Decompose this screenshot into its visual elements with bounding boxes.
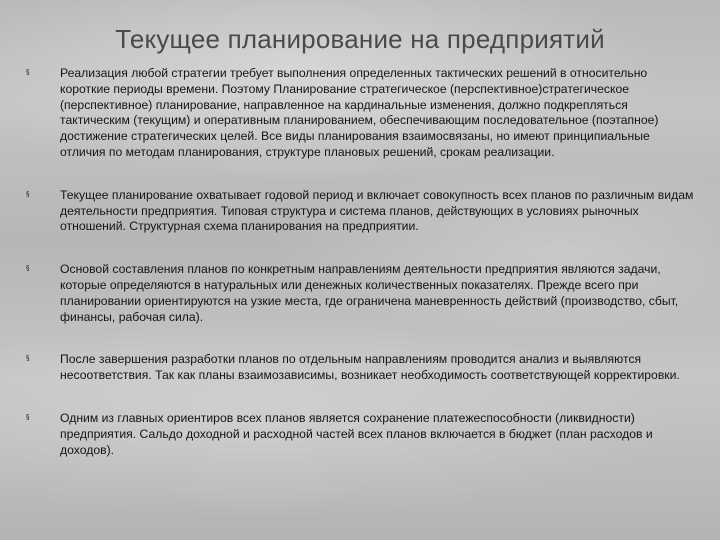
bullet-item	[26, 188, 696, 235]
bullet-marker-icon: §	[26, 412, 30, 421]
bullet-item	[26, 66, 696, 161]
bullet-text: Основой составления планов по конкретным направлениям деятельности предприятия являются задачи, которые определяются в натуральных или денежных количественных показателях. Прежде всего при планировании ориентируются на узкие места, где ограничена маневренность действий (производство, сбыт, финансы, рабочая сила).	[60, 262, 679, 324]
bullet-item	[26, 262, 696, 325]
bullet-text: Текущее планирование охватывает годовой период и включает совокупность всех планов по различным видам деятельности предприятия. Типовая структура и система планов, действующих в условиях рыночных отношений. Структурная схема планирования на предприятии.	[60, 187, 694, 234]
bullet-marker-icon: §	[26, 68, 30, 76]
bullet-list	[26, 66, 696, 458]
slide-title: Текущее планирование на предприятий	[115, 24, 605, 54]
bullet-item	[26, 352, 696, 384]
bullet-marker-icon: §	[26, 354, 30, 363]
bullet-text: Реализация любой стратегии требует выполнения определенных тактических решений в относительно короткие периоды времени. Поэтому Планирование стратегическое (перспективное)стратегическое (перспективное) планирование, направленное на кардинальные изменения, должно подкрепляться тактическим (текущим) и оперативным планированием, обеспечивающим последовательное (поэтапное) достижение стратегических целей. Все виды планирования взаимосвязаны, но имеют принципиальные отличия по методам планирования, структуре плановых решений, срокам реализации.	[60, 66, 659, 159]
bullet-marker-icon: §	[26, 264, 30, 273]
bullet-marker-icon: §	[26, 189, 30, 198]
bullet-text: После завершения разработки планов по отдельным направлениям проводится анализ и выявляются несоответствия. Так как планы взаимозависимы, возникает необходимость соответствующей корректировки.	[60, 352, 680, 383]
bullet-item	[26, 411, 696, 458]
bullet-text: Одним из главных ориентиров всех планов является сохранение платежеспособности (ликвидности) предприятия. Сальдо доходной и расходной частей всех планов включается в бюджет (план расходов и доходов).	[60, 410, 653, 457]
